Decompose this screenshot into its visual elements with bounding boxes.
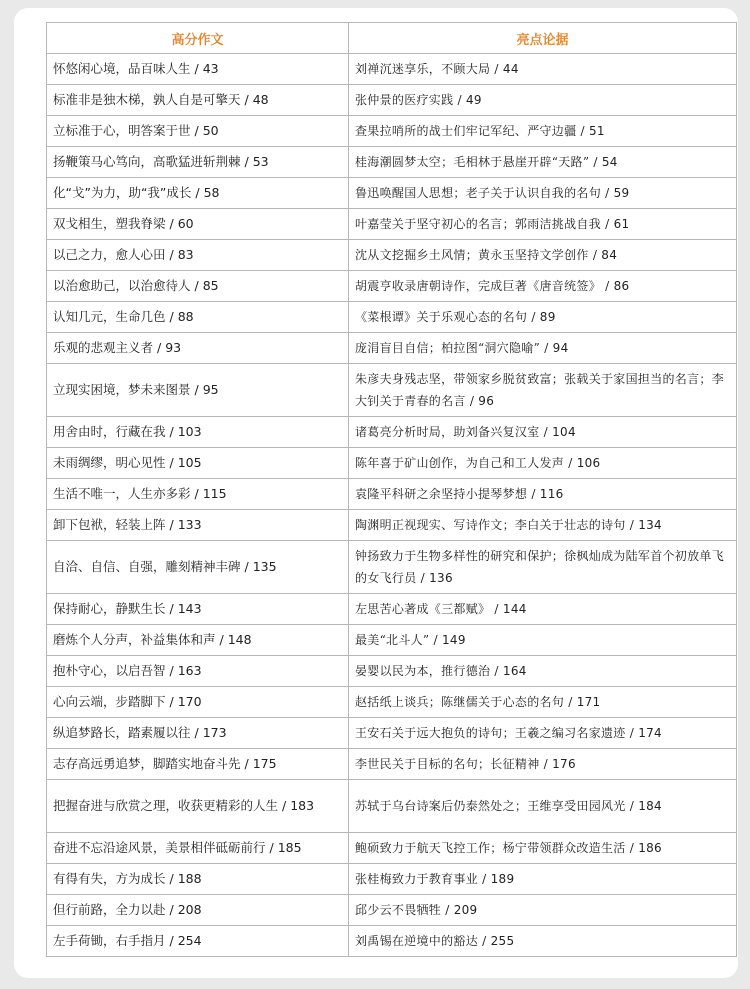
essay-page-number: 60 <box>177 216 194 231</box>
essay-cell: 卸下包袱，轻装上阵 / 133 <box>47 510 349 541</box>
essay-page-number: 135 <box>252 559 277 574</box>
argument-page-number: 44 <box>502 62 519 76</box>
essay-page-number: 88 <box>177 309 194 324</box>
argument-cell: 诸葛亮分析时局，助刘备兴复汉室 / 104 <box>349 417 737 448</box>
table-row <box>47 687 737 718</box>
essay-page-number: 208 <box>177 902 202 917</box>
argument-page-number: 255 <box>490 934 515 948</box>
argument-cell: 查果拉哨所的战士们牢记军纪、严守边疆 / 51 <box>349 116 737 147</box>
header-essays: 高分作文 <box>47 23 349 54</box>
essay-cell: 保持耐心，静默生长 / 143 <box>47 594 349 625</box>
argument-cell: 庞涓盲目自信；柏拉图“洞穴隐喻” / 94 <box>349 333 737 364</box>
table-row <box>47 302 737 333</box>
essay-page-number: 170 <box>177 694 202 709</box>
argument-page-number: 164 <box>502 664 527 678</box>
argument-page-number: 209 <box>453 903 478 917</box>
essay-cell: 把握奋进与欣赏之理，收获更精彩的人生 / 183 <box>47 780 349 833</box>
essay-cell: 纵追梦路长，踏素履以往 / 173 <box>47 718 349 749</box>
essay-title: 但行前路，全力以赴 <box>53 902 166 917</box>
argument-cell: 鲍硕致力于航天飞控工作；杨宁带领群众改造生活 / 186 <box>349 833 737 864</box>
argument-text: 查果拉哨所的战士们牢记军纪、严守边疆 <box>355 124 577 138</box>
argument-cell: 钟扬致力于生物多样性的研究和保护；徐枫灿成为陆军首个初放单飞的女飞行员 / 136 <box>349 541 737 594</box>
table-row <box>47 718 737 749</box>
essay-cell: 奋进不忘沿途风景，美景相伴砥砺前行 / 185 <box>47 833 349 864</box>
argument-cell: 赵括纸上谈兵；陈继儒关于心态的名句 / 171 <box>349 687 737 718</box>
table-row <box>47 541 737 594</box>
argument-text: 王安石关于远大抱负的诗句；王羲之编习名家遗迹 <box>355 726 626 740</box>
argument-text: 诸葛亮分析时局，助刘备兴复汉室 <box>355 425 540 439</box>
essay-page-number: 95 <box>202 382 219 397</box>
table-row <box>47 364 737 417</box>
argument-text: 张桂梅致力于教育事业 <box>355 872 479 886</box>
argument-page-number: 104 <box>552 425 576 439</box>
essay-title: 卸下包袱，轻装上阵 <box>53 517 166 532</box>
essay-title: 左手荷锄，右手指月 <box>53 933 166 948</box>
argument-cell: 袁隆平科研之余坚持小提琴梦想 / 116 <box>349 479 737 510</box>
essay-title: 怀悠闲心境，品百味人生 <box>53 61 191 76</box>
argument-text: 刘禅沉迷享乐，不顾大局 <box>355 62 491 76</box>
argument-page-number: 96 <box>478 394 495 408</box>
argument-page-number: 174 <box>638 726 662 740</box>
table-row <box>47 926 737 957</box>
table-row <box>47 271 737 302</box>
essay-title: 自洽、自信、自强，雕刻精神丰碑 <box>53 559 241 574</box>
essay-cell: 立标准于心，明答案于世 / 50 <box>47 116 349 147</box>
table-row <box>47 240 737 271</box>
essay-cell: 以治愈助己，以治愈待人 / 85 <box>47 271 349 302</box>
essay-title: 以己之力，愈人心田 <box>53 247 166 262</box>
argument-page-number: 54 <box>601 155 618 169</box>
table-row <box>47 625 737 656</box>
table-row <box>47 417 737 448</box>
essay-page-number: 254 <box>177 933 202 948</box>
argument-page-number: 94 <box>552 341 569 355</box>
argument-text: 鲁迅唤醒国人思想；老子关于认识自我的名句 <box>355 186 602 200</box>
argument-text: 最美“北斗人” <box>355 633 430 647</box>
argument-page-number: 176 <box>552 757 576 771</box>
table-row <box>47 864 737 895</box>
essay-cell: 心向云端，步踏脚下 / 170 <box>47 687 349 718</box>
essay-title: 磨炼个人分声，补益集体和声 <box>53 632 216 647</box>
argument-text: 朱彦夫身残志坚，带领家乡脱贫致富；张载关于家国担当的名言；李大钊关于青春的名言 <box>355 372 725 408</box>
argument-cell: 张桂梅致力于教育事业 / 189 <box>349 864 737 895</box>
argument-text: 叶嘉莹关于坚守初心的名言；郭雨洁挑战自我 <box>355 217 602 231</box>
contents-table <box>46 22 737 957</box>
header-row <box>47 23 737 54</box>
essay-page-number: 93 <box>165 340 182 355</box>
essay-title: 纵追梦路长，踏素履以往 <box>53 725 191 740</box>
argument-cell: 陶渊明正视现实、写诗作文；李白关于壮志的诗句 / 134 <box>349 510 737 541</box>
essay-cell: 化“戈”为力，助“我”成长 / 58 <box>47 178 349 209</box>
essay-cell: 认知几元，生命几色 / 88 <box>47 302 349 333</box>
essay-title: 把握奋进与欣赏之理，收获更精彩的人生 <box>53 798 279 813</box>
essay-cell: 乐观的悲观主义者 / 93 <box>47 333 349 364</box>
table-row <box>47 895 737 926</box>
argument-text: 陈年喜于矿山创作，为自己和工人发声 <box>355 456 565 470</box>
argument-page-number: 61 <box>613 217 630 231</box>
argument-text: 陶渊明正视现实、写诗作文；李白关于壮志的诗句 <box>355 518 626 532</box>
header-arguments: 亮点论据 <box>349 23 737 54</box>
essay-cell: 未雨绸缪，明心见性 / 105 <box>47 448 349 479</box>
table-row <box>47 656 737 687</box>
argument-text: 苏轼于乌台诗案后仍泰然处之；王维享受田园风光 <box>355 799 626 813</box>
essay-page-number: 105 <box>177 455 202 470</box>
table-row <box>47 780 737 833</box>
argument-cell: 陈年喜于矿山创作，为自己和工人发声 / 106 <box>349 448 737 479</box>
essay-title: 生活不唯一，人生亦多彩 <box>53 486 191 501</box>
essay-page-number: 48 <box>252 92 269 107</box>
argument-text: 庞涓盲目自信；柏拉图“洞穴隐喻” <box>355 341 541 355</box>
argument-text: 鲍硕致力于航天飞控工作；杨宁带领群众改造生活 <box>355 841 626 855</box>
essay-cell: 怀悠闲心境，品百味人生 / 43 <box>47 54 349 85</box>
table-row <box>47 510 737 541</box>
table-row <box>47 209 737 240</box>
essay-cell: 立现实困境，梦未来图景 / 95 <box>47 364 349 417</box>
essay-page-number: 188 <box>177 871 202 886</box>
essay-cell: 双戈相生，塑我脊梁 / 60 <box>47 209 349 240</box>
essay-page-number: 83 <box>177 247 194 262</box>
argument-cell: 王安石关于远大抱负的诗句；王羲之编习名家遗迹 / 174 <box>349 718 737 749</box>
essay-title: 有得有失，方为成长 <box>53 871 166 886</box>
argument-text: 刘禹锡在逆境中的豁达 <box>355 934 479 948</box>
essay-title: 奋进不忘沿途风景，美景相伴砥砺前行 <box>53 840 266 855</box>
table-row <box>47 54 737 85</box>
argument-page-number: 106 <box>576 456 601 470</box>
essay-page-number: 85 <box>202 278 219 293</box>
argument-cell: 晏婴以民为本，推行德治 / 164 <box>349 656 737 687</box>
argument-page-number: 51 <box>588 124 605 138</box>
essay-title: 立标准于心，明答案于世 <box>53 123 191 138</box>
essay-title: 志存高远勇追梦，脚踏实地奋斗先 <box>53 756 241 771</box>
table-row <box>47 178 737 209</box>
argument-text: 赵括纸上谈兵；陈继儒关于心态的名句 <box>355 695 565 709</box>
essay-title: 乐观的悲观主义者 <box>53 340 154 355</box>
essay-page-number: 133 <box>177 517 202 532</box>
argument-text: 邱少云不畏牺牲 <box>355 903 442 917</box>
essay-cell: 磨炼个人分声，补益集体和声 / 148 <box>47 625 349 656</box>
essay-page-number: 183 <box>290 798 315 813</box>
essay-page-number: 163 <box>177 663 202 678</box>
essay-page-number: 58 <box>203 185 220 200</box>
argument-page-number: 49 <box>465 93 482 107</box>
argument-page-number: 134 <box>638 518 662 532</box>
argument-cell: 最美“北斗人” / 149 <box>349 625 737 656</box>
essay-page-number: 50 <box>202 123 219 138</box>
essay-cell: 抱朴守心，以启吾智 / 163 <box>47 656 349 687</box>
argument-page-number: 116 <box>539 487 564 501</box>
essay-title: 以治愈助己，以治愈待人 <box>53 278 191 293</box>
table-row <box>47 479 737 510</box>
table-row <box>47 594 737 625</box>
argument-text: 袁隆平科研之余坚持小提琴梦想 <box>355 487 528 501</box>
essay-title: 用舍由时，行藏在我 <box>53 424 166 439</box>
argument-page-number: 136 <box>429 571 453 585</box>
argument-page-number: 89 <box>539 310 556 324</box>
essay-page-number: 185 <box>277 840 302 855</box>
essay-cell: 有得有失，方为成长 / 188 <box>47 864 349 895</box>
argument-text: 桂海潮圆梦太空；毛相林于悬崖开辟“天路” <box>355 155 590 169</box>
essay-title: 双戈相生，塑我脊梁 <box>53 216 166 231</box>
essay-cell: 但行前路，全力以赴 / 208 <box>47 895 349 926</box>
essay-title: 未雨绸缪，明心见性 <box>53 455 166 470</box>
table-row <box>47 833 737 864</box>
essay-page-number: 173 <box>202 725 227 740</box>
argument-page-number: 149 <box>441 633 466 647</box>
argument-page-number: 144 <box>502 602 527 616</box>
essay-title: 保持耐心，静默生长 <box>53 601 166 616</box>
argument-page-number: 86 <box>613 279 630 293</box>
argument-cell: 刘禅沉迷享乐，不顾大局 / 44 <box>349 54 737 85</box>
argument-page-number: 186 <box>638 841 662 855</box>
essay-cell: 扬鞭策马心笃向，高歌猛进斩荆棘 / 53 <box>47 147 349 178</box>
essay-page-number: 175 <box>252 756 277 771</box>
table-row <box>47 85 737 116</box>
table-row <box>47 448 737 479</box>
argument-cell: 鲁迅唤醒国人思想；老子关于认识自我的名句 / 59 <box>349 178 737 209</box>
argument-cell: 邱少云不畏牺牲 / 209 <box>349 895 737 926</box>
argument-text: 左思苦心著成《三都赋》 <box>355 602 491 616</box>
essay-title: 化“戈”为力，助“我”成长 <box>53 185 192 200</box>
argument-cell: 张仲景的医疗实践 / 49 <box>349 85 737 116</box>
essay-title: 认知几元，生命几色 <box>53 309 166 324</box>
argument-cell: 沈从文挖掘乡土风情；黄永玉坚持文学创作 / 84 <box>349 240 737 271</box>
essay-title: 抱朴守心，以启吾智 <box>53 663 166 678</box>
essay-title: 心向云端，步踏脚下 <box>53 694 166 709</box>
argument-page-number: 184 <box>638 799 662 813</box>
essay-cell: 左手荷锄，右手指月 / 254 <box>47 926 349 957</box>
essay-page-number: 53 <box>252 154 269 169</box>
argument-cell: 叶嘉莹关于坚守初心的名言；郭雨洁挑战自我 / 61 <box>349 209 737 240</box>
essay-page-number: 148 <box>227 632 252 647</box>
essay-page-number: 103 <box>177 424 202 439</box>
essay-title: 标准非是独木梯，孰人自是可擎天 <box>53 92 241 107</box>
essay-cell: 生活不唯一，人生亦多彩 / 115 <box>47 479 349 510</box>
table-row <box>47 147 737 178</box>
essay-cell: 志存高远勇追梦，脚踏实地奋斗先 / 175 <box>47 749 349 780</box>
table-row <box>47 749 737 780</box>
argument-page-number: 59 <box>613 186 630 200</box>
argument-cell: 刘禹锡在逆境中的豁达 / 255 <box>349 926 737 957</box>
essay-page-number: 143 <box>177 601 202 616</box>
argument-text: 《菜根谭》关于乐观心态的名句 <box>355 310 528 324</box>
argument-page-number: 171 <box>576 695 601 709</box>
argument-text: 胡震亨收录唐朝诗作，完成巨著《唐音统签》 <box>355 279 602 293</box>
argument-cell: 《菜根谭》关于乐观心态的名句 / 89 <box>349 302 737 333</box>
essay-title: 扬鞭策马心笃向，高歌猛进斩荆棘 <box>53 154 241 169</box>
argument-cell: 朱彦夫身残志坚，带领家乡脱贫致富；张载关于家国担当的名言；李大钊关于青春的名言 / 96 <box>349 364 737 417</box>
table-row <box>47 116 737 147</box>
argument-text: 张仲景的医疗实践 <box>355 93 454 107</box>
argument-cell: 胡震亨收录唐朝诗作，完成巨著《唐音统签》 / 86 <box>349 271 737 302</box>
argument-page-number: 189 <box>490 872 515 886</box>
table-row <box>47 333 737 364</box>
argument-page-number: 84 <box>601 248 618 262</box>
argument-cell: 苏轼于乌台诗案后仍泰然处之；王维享受田园风光 / 184 <box>349 780 737 833</box>
essay-cell: 标准非是独木梯，孰人自是可擎天 / 48 <box>47 85 349 116</box>
argument-text: 钟扬致力于生物多样性的研究和保护；徐枫灿成为陆军首个初放单飞的女飞行员 <box>355 549 725 585</box>
argument-text: 李世民关于目标的名句；长征精神 <box>355 757 540 771</box>
argument-cell: 左思苦心著成《三都赋》 / 144 <box>349 594 737 625</box>
argument-cell: 李世民关于目标的名句；长征精神 / 176 <box>349 749 737 780</box>
essay-page-number: 43 <box>202 61 219 76</box>
argument-text: 晏婴以民为本，推行德治 <box>355 664 491 678</box>
argument-text: 沈从文挖掘乡土风情；黄永玉坚持文学创作 <box>355 248 589 262</box>
essay-cell: 自洽、自信、自强，雕刻精神丰碑 / 135 <box>47 541 349 594</box>
essay-title: 立现实困境，梦未来图景 <box>53 382 191 397</box>
essay-page-number: 115 <box>202 486 227 501</box>
essay-cell: 以己之力，愈人心田 / 83 <box>47 240 349 271</box>
essay-cell: 用舍由时，行藏在我 / 103 <box>47 417 349 448</box>
argument-cell: 桂海潮圆梦太空；毛相林于悬崖开辟“天路” / 54 <box>349 147 737 178</box>
